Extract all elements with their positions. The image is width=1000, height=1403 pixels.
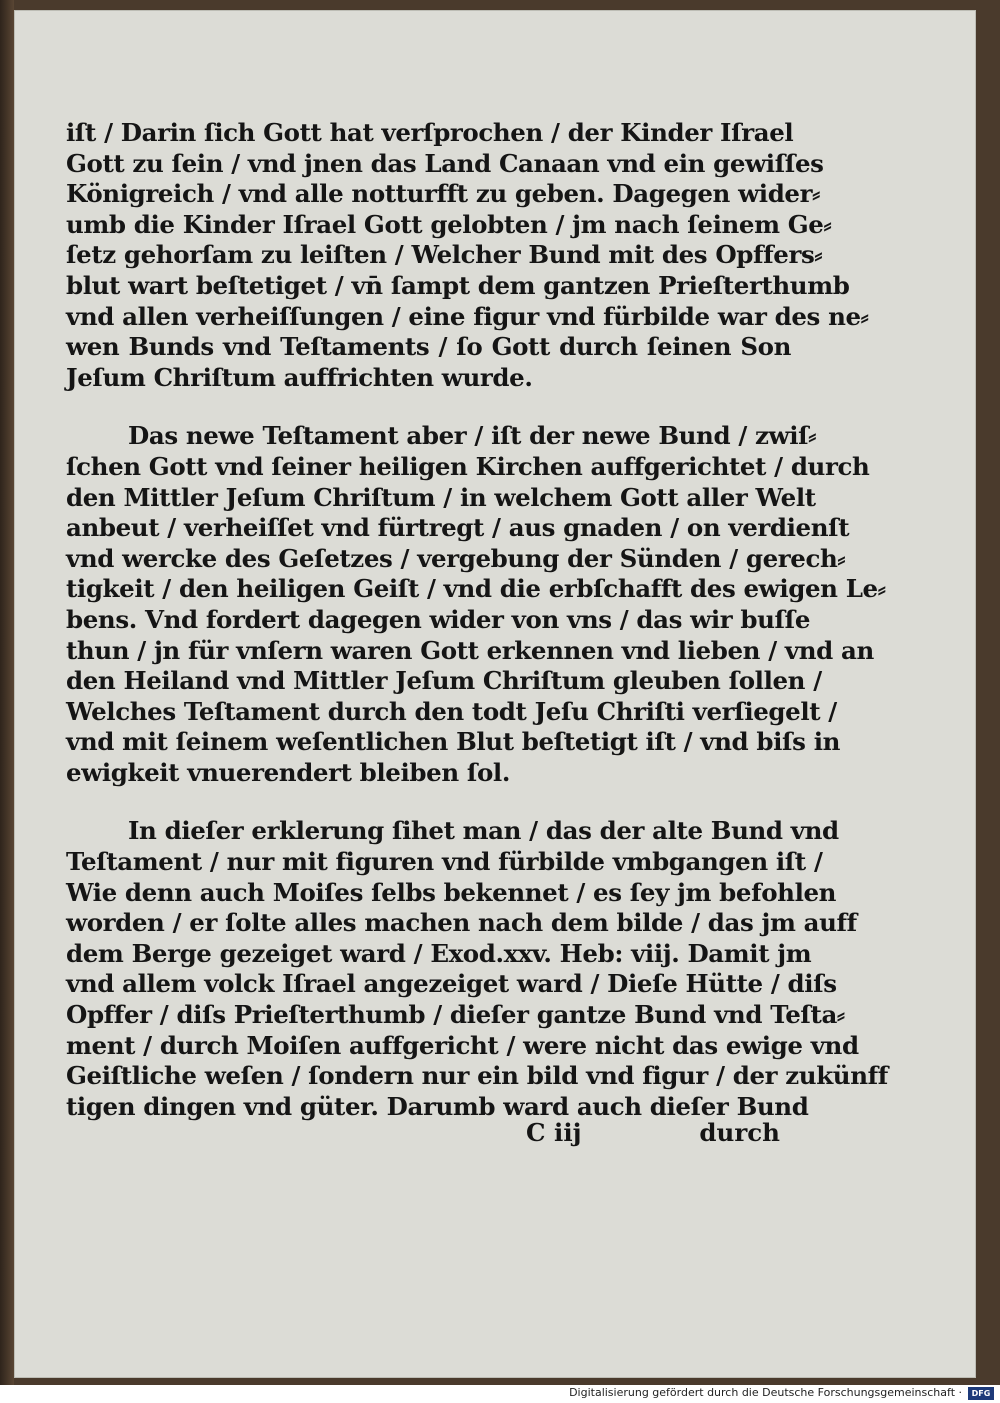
text-line: vnd allem volck Iſrael angezeiget ward / Dieſe Hütte / diſs [66,969,837,999]
text-line: bens. Vnd fordert dagegen wider von vns / das wir buſſe [66,604,811,634]
text-line: Teſtament / nur mit figuren vnd fürbilde vmbgangen iſt / [66,847,823,877]
text-line: den Heiland vnd Mittler Jeſum Chriſtum gleuben ſollen / [66,666,822,696]
paragraph-gap [66,393,791,421]
text-line: ewigkeit vnuerendert bleiben ſol. [66,757,510,787]
digitization-footer [0,1385,1000,1403]
page-footer-marks [518,1118,780,1152]
text-line: blut wart beſtetiget / vn̄ ſampt dem gantzen Prieſterthumb [66,270,850,300]
text-line: Jeſum Chriſtum auffrichten wurde. [66,362,533,392]
paragraph-2 [66,421,886,788]
text-line: worden / er ſolte alles machen nach dem bilde / das jm auff [66,908,857,938]
text-line: wen Bunds vnd Teſtaments / ſo Gott durch ſeinen Son [66,332,791,362]
text-line: Geiſtliche weſen / ſondern nur ein bild vnd figur / der zukünff [66,1061,888,1091]
text-line: tigen dingen vnd güter. Darumb ward auch dieſer Bund [66,1091,809,1121]
text-line: In dieſer erklerung ſihet man / das der alte Bund vnd [128,816,839,846]
text-line: Opffer / diſs Prieſterthumb / dieſer gantze Bund vnd Teſta⸗ [66,1000,845,1030]
signature-mark: C iij [526,1118,582,1147]
text-line: vnd mit ſeinem weſentlichen Blut beſtetigt iſt / vnd biſs in [66,727,841,757]
text-line: vnd allen verheiſſungen / eine figur vnd fürbilde war des ne⸗ [66,301,869,331]
text-line: ſetz gehorſam zu leiſten / Welcher Bund mit des Opffers⸗ [66,240,823,270]
text-line: ment / durch Moiſen auffgericht / were nicht das ewige vnd [66,1030,859,1060]
text-line: Das newe Teſtament aber / iſt der newe Bund / zwiſ⸗ [128,421,817,451]
text-line: Gott zu ſein / vnd jnen das Land Canaan vnd ein gewiſſes [66,148,824,178]
text-line: Königreich / vnd alle notturfft zu geben. Dagegen wider⸗ [66,179,820,209]
text-line: thun / jn für vnſern waren Gott erkennen vnd lieben / vnd an [66,635,874,665]
text-line: tigkeit / den heiligen Geiſt / vnd die erbſchafft des ewigen Le⸗ [66,574,886,604]
paragraph-1 [66,118,869,393]
dfg-logo-icon: DFG [968,1387,994,1400]
funding-credit: Digitalisierung gefördert durch die Deutsche Forschungsgemeinschaft · [569,1386,962,1399]
text-line: dem Berge gezeiget ward / Exod.xxv. Heb: viij. Damit jm [66,938,812,968]
text-line: Welches Teſtament durch den todt Jeſu Chriſti verſiegelt / [66,696,837,726]
text-line: den Mittler Jeſum Chriſtum / in welchem Gott aller Welt [66,482,816,512]
text-line: umb die Kinder Iſrael Gott gelobten / jm nach ſeinem Ge⸗ [66,209,832,239]
text-line: iſt / Darin ſich Gott hat verſprochen / der Kinder Iſrael [66,118,794,147]
text-line: Wie denn auch Moiſes ſelbs bekennet / es ſey jm befohlen [66,877,837,907]
text-line: anbeut / verheiſſet vnd fürtregt / aus gnaden / on verdienſt [66,513,850,543]
paragraph-3 [66,816,888,1122]
body-text [66,118,888,1122]
paragraph-gap [66,788,791,816]
text-line: vnd wercke des Geſetzes / vergebung der Sünden / gerech⸗ [66,543,846,573]
book-binding-edge [0,0,14,1385]
catchword: durch [699,1118,780,1147]
text-line: ſchen Gott vnd ſeiner heiligen Kirchen auffgerichtet / durch [66,451,870,481]
